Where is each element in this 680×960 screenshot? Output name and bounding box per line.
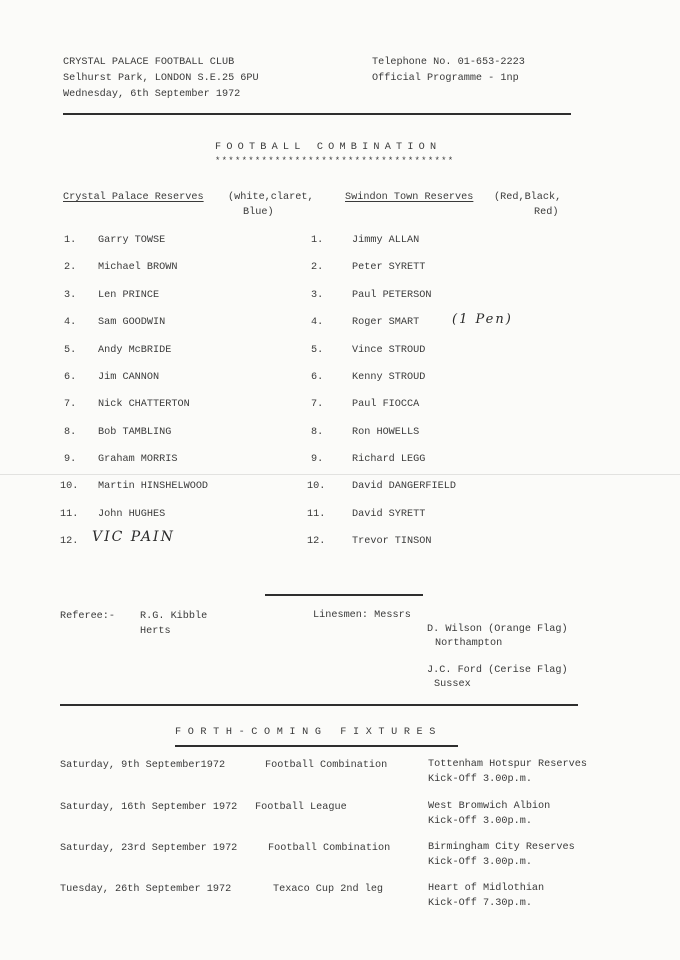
player-number: 12. [307, 536, 326, 547]
player-name: Vince STROUD [352, 345, 426, 356]
fixtures-title: FORTH-COMING FIXTURES [175, 727, 442, 738]
player-name: David DANGERFIELD [352, 481, 456, 492]
fixture-competition: Football Combination [268, 843, 391, 854]
fixture-kickoff: Kick-Off 7.30p.m. [428, 898, 532, 909]
fixtures-title-underline [175, 745, 458, 747]
club-name: CRYSTAL PALACE FOOTBALL CLUB [63, 57, 235, 68]
player-name: Andy McBRIDE [98, 345, 172, 356]
club-address: Selhurst Park, LONDON S.E.25 6PU [63, 73, 259, 84]
player-number: 8. [311, 427, 324, 438]
competition-title: FOOTBALL COMBINATION [215, 142, 442, 153]
fixture-opponent: Tottenham Hotspur Reserves [428, 759, 587, 770]
player-number: 6. [311, 372, 324, 383]
referee-name: R.G. Kibble [140, 611, 208, 622]
player-name: Len PRINCE [98, 290, 160, 301]
player-number: 5. [64, 345, 77, 356]
linesman-1: D. Wilson (Orange Flag) [427, 624, 568, 635]
referee-county: Herts [140, 626, 171, 637]
fixture-date: Saturday, 23rd September 1972 [60, 843, 238, 854]
fixture-kickoff: Kick-Off 3.00p.m. [428, 857, 532, 868]
player-number: 11. [60, 509, 79, 520]
fixture-competition: Football Combination [265, 760, 388, 771]
player-number: 1. [64, 235, 77, 246]
telephone: Telephone No. 01-653-2223 [372, 57, 525, 68]
home-colours-2: Blue) [243, 207, 274, 218]
player-number: 7. [64, 399, 77, 410]
player-name: John HUGHES [98, 509, 166, 520]
player-name: Jim CANNON [98, 372, 160, 383]
programme-price: Official Programme - 1np [372, 73, 519, 84]
competition-stars: ************************************ [215, 156, 455, 166]
paper-fold-line [0, 474, 680, 475]
player-number: 9. [64, 454, 77, 465]
player-name: Paul FIOCCA [352, 399, 420, 410]
player-name: Garry TOWSE [98, 235, 166, 246]
player-name: Graham MORRIS [98, 454, 178, 465]
player-number: 2. [311, 262, 324, 273]
player-name: Trevor TINSON [352, 536, 432, 547]
player-number: 8. [64, 427, 77, 438]
player-name: Peter SYRETT [352, 262, 426, 273]
away-colours: (Red,Black, [494, 192, 562, 203]
player-number: 9. [311, 454, 324, 465]
player-name: Ron HOWELLS [352, 427, 420, 438]
handwritten-substitute: VIC PAIN [92, 529, 175, 545]
fixture-kickoff: Kick-Off 3.00p.m. [428, 774, 532, 785]
divider [265, 594, 423, 596]
player-name: Paul PETERSON [352, 290, 432, 301]
player-name: Sam GOODWIN [98, 317, 166, 328]
player-name: Richard LEGG [352, 454, 426, 465]
player-number: 7. [311, 399, 324, 410]
fixture-opponent: Birmingham City Reserves [428, 842, 575, 853]
player-number: 12. [60, 536, 79, 547]
player-name: Martin HINSHELWOOD [98, 481, 209, 492]
linesman-2: J.C. Ford (Cerise Flag) [427, 665, 568, 676]
divider [60, 704, 578, 706]
player-name: Michael BROWN [98, 262, 178, 273]
fixture-opponent: West Bromwich Albion [428, 801, 551, 812]
away-team-name: Swindon Town Reserves [345, 192, 474, 203]
fixture-opponent: Heart of Midlothian [428, 883, 545, 894]
divider [63, 113, 571, 115]
home-team-name: Crystal Palace Reserves [63, 192, 204, 203]
match-date: Wednesday, 6th September 1972 [63, 89, 241, 100]
player-name: David SYRETT [352, 509, 426, 520]
player-number: 10. [60, 481, 79, 492]
fixture-date: Saturday, 9th September1972 [60, 760, 226, 771]
player-name: Bob TAMBLING [98, 427, 172, 438]
player-number: 3. [311, 290, 324, 301]
home-colours: (white,claret, [228, 192, 314, 203]
player-number: 11. [307, 509, 326, 520]
away-colours-2: Red) [534, 207, 559, 218]
fixture-competition: Football League [255, 802, 347, 813]
player-number: 4. [311, 317, 324, 328]
referee-label: Referee:- [60, 611, 116, 622]
player-name: Kenny STROUD [352, 372, 426, 383]
player-number: 1. [311, 235, 324, 246]
player-number: 4. [64, 317, 77, 328]
player-number: 2. [64, 262, 77, 273]
player-number: 3. [64, 290, 77, 301]
linesman-2-county: Sussex [434, 679, 471, 690]
player-number: 6. [64, 372, 77, 383]
player-name: Roger SMART [352, 317, 420, 328]
handwritten-penalty-note: (1 Pen) [452, 312, 513, 327]
player-name: Jimmy ALLAN [352, 235, 420, 246]
player-number: 5. [311, 345, 324, 356]
fixture-kickoff: Kick-Off 3.00p.m. [428, 816, 532, 827]
player-number: 10. [307, 481, 326, 492]
fixture-date: Saturday, 16th September 1972 [60, 802, 238, 813]
fixture-date: Tuesday, 26th September 1972 [60, 884, 232, 895]
player-name: Nick CHATTERTON [98, 399, 190, 410]
linesman-1-county: Northampton [435, 638, 503, 649]
fixture-competition: Texaco Cup 2nd leg [273, 884, 384, 895]
linesmen-label: Linesmen: Messrs [313, 610, 411, 621]
